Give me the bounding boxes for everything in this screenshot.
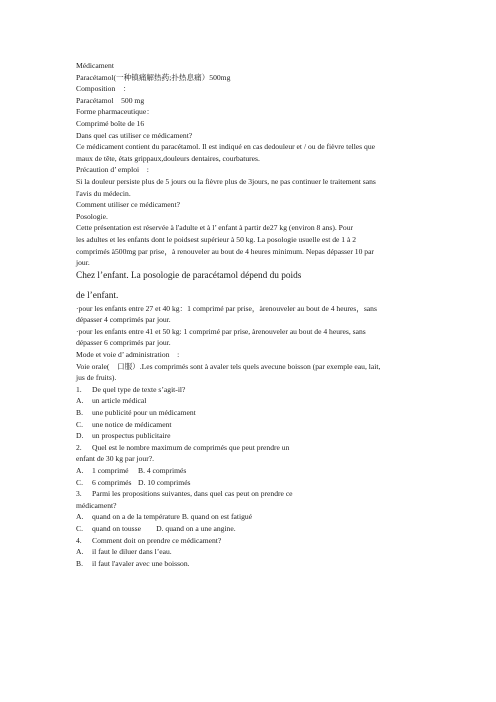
child-27-40-line-1: ·pour les enfants entre 27 et 40 kg：1 comprimé par prise，àrenouveler au bout de 4 heures，sans: [76, 303, 377, 313]
answer-1c: [76, 419, 420, 431]
heading-medicament: Médicament: [76, 61, 114, 70]
child-posologie-heading: Chez l’enfant. La posologie de paracétamol dépend du poids: [76, 270, 302, 281]
usage-question: Dans quel cas utiliser ce médicament?: [76, 130, 193, 140]
question-1: [76, 384, 420, 396]
question-3-cont: médicament?: [76, 500, 117, 510]
question-4: [76, 535, 420, 547]
question-text: Comment doit on prendre ce médicament?: [92, 535, 222, 545]
answer-3ab: [76, 511, 420, 523]
question-text: Parmi les propositions suivantes, dans quel cas peut on prendre ce: [92, 489, 293, 499]
child-posologie-heading-cont: de l’enfant.: [76, 290, 119, 301]
question-number: 3.: [76, 489, 82, 499]
child-27-40-line-2: dépasser 4 comprimés par jour.: [76, 315, 171, 325]
precaution-line-2: l'avis du médecin.: [76, 188, 131, 198]
answer-text: quand on a de la température B. quand on est fatigué: [92, 512, 253, 522]
posologie-line-3: comprimés à500mg par prise，à renouveler au bout de 4 heures minimum. Nepas dépasser 10 par: [76, 246, 374, 256]
answer-text: il faut l'avaler avec une boisson.: [92, 558, 190, 568]
answer-2ab: [76, 465, 420, 477]
answer-key: C.: [76, 477, 83, 487]
indication-line-2: maux de tête, états grippaux,douleurs dentaires, courbatures.: [76, 153, 260, 163]
answer-key: B.: [76, 558, 83, 568]
answer-3cd: [76, 523, 420, 535]
answer-text: une notice de médicament: [92, 419, 172, 429]
answer-text: B. 4 comprimés: [138, 466, 187, 475]
answer-4a: [76, 546, 420, 558]
answer-text: un prospectus publicitaire: [92, 431, 171, 441]
forme-value: Comprimé boîte de 16: [76, 118, 145, 128]
answer-key: A.: [76, 547, 84, 557]
document-content: [76, 60, 420, 569]
answer-1d: [76, 430, 420, 442]
answer-text: 6 comprimés: [92, 477, 132, 487]
answer-1b: [76, 407, 420, 419]
question-number: 2.: [76, 442, 82, 452]
question-number: 1.: [76, 384, 82, 394]
answer-key: C.: [76, 419, 83, 429]
answer-1a: [76, 395, 420, 407]
administration-line-1: Voie orale( 口服）.Les comprimés sont à avaler tels quels avecune boisson (par exemple eau, lait,: [76, 361, 381, 371]
question-text: Quel est le nombre maximum de comprimés que peut prendre un: [92, 442, 290, 452]
answer-key: B.: [76, 408, 83, 418]
answer-key: A.: [76, 466, 84, 475]
answer-text: quand on tousse D. quand on a une angine.: [92, 523, 236, 533]
administration-line-2: jus de fruits).: [76, 373, 117, 383]
question-number: 4.: [76, 535, 82, 545]
child-41-50-line-1: ·pour les enfants entre 41 et 50 kg: 1 comprimé par prise, àrenouveler au bout de 4 heures, sans: [76, 326, 366, 336]
composition-label: Composition ：: [76, 84, 131, 94]
answer-text: un article médical: [92, 396, 147, 406]
composition-value: Paracétamol 500 mg: [76, 95, 145, 105]
answer-key: D.: [76, 431, 84, 441]
answer-key: A.: [76, 512, 84, 522]
child-41-50-line-2: dépasser 6 comprimés par jour.: [76, 338, 171, 348]
question-2: [76, 442, 420, 454]
how-to-use-question: Comment utiliser ce médicament?: [76, 200, 180, 210]
question-text: De quel type de texte s’agit-il?: [92, 384, 186, 394]
indication-line-1: Ce médicament contient du paracétamol. Il est indiqué en cas dedouleur et / ou de fièvre telles que: [76, 142, 375, 152]
answer-text: 1 comprimé: [92, 466, 129, 475]
question-3: [76, 488, 420, 500]
answer-2cd: [76, 477, 420, 489]
precaution-label: Précaution d’ emploi :: [76, 165, 149, 175]
answer-key: A.: [76, 396, 84, 406]
answer-4b: [76, 558, 420, 570]
posologie-line-4: jour.: [76, 258, 90, 268]
answer-text: D. 10 comprimés: [138, 477, 191, 487]
precaution-line-1: Si la douleur persiste plus de 5 jours ou la fièvre plus de 3jours, ne pas continuer le traitement sans: [76, 176, 376, 186]
administration-label: Mode et voie d’ administration :: [76, 350, 180, 360]
question-2-cont: enfant de 30 kg par jour?.: [76, 454, 155, 464]
posologie-line-2: les adultes et les enfants dont le poidsest supérieur à 50 kg. La posologie usuelle est de 1 à 2: [76, 234, 357, 244]
answer-key: C.: [76, 523, 83, 533]
product-name: Paracétamol(一种镇痛解热药;扑热息痛）500mg: [76, 72, 231, 82]
answer-text: il faut le diluer dans l’eau.: [92, 547, 172, 557]
posologie-line-1: Cette présentation est réservée à l'adulte et à l’ enfant à partir de27 kg (environ 8 ans). Pour: [76, 223, 354, 233]
forme-label: Forme pharmaceutique：: [76, 107, 154, 117]
answer-text: une publicité pour un médicament: [92, 408, 196, 418]
posologie-label: Posologie.: [76, 211, 108, 221]
